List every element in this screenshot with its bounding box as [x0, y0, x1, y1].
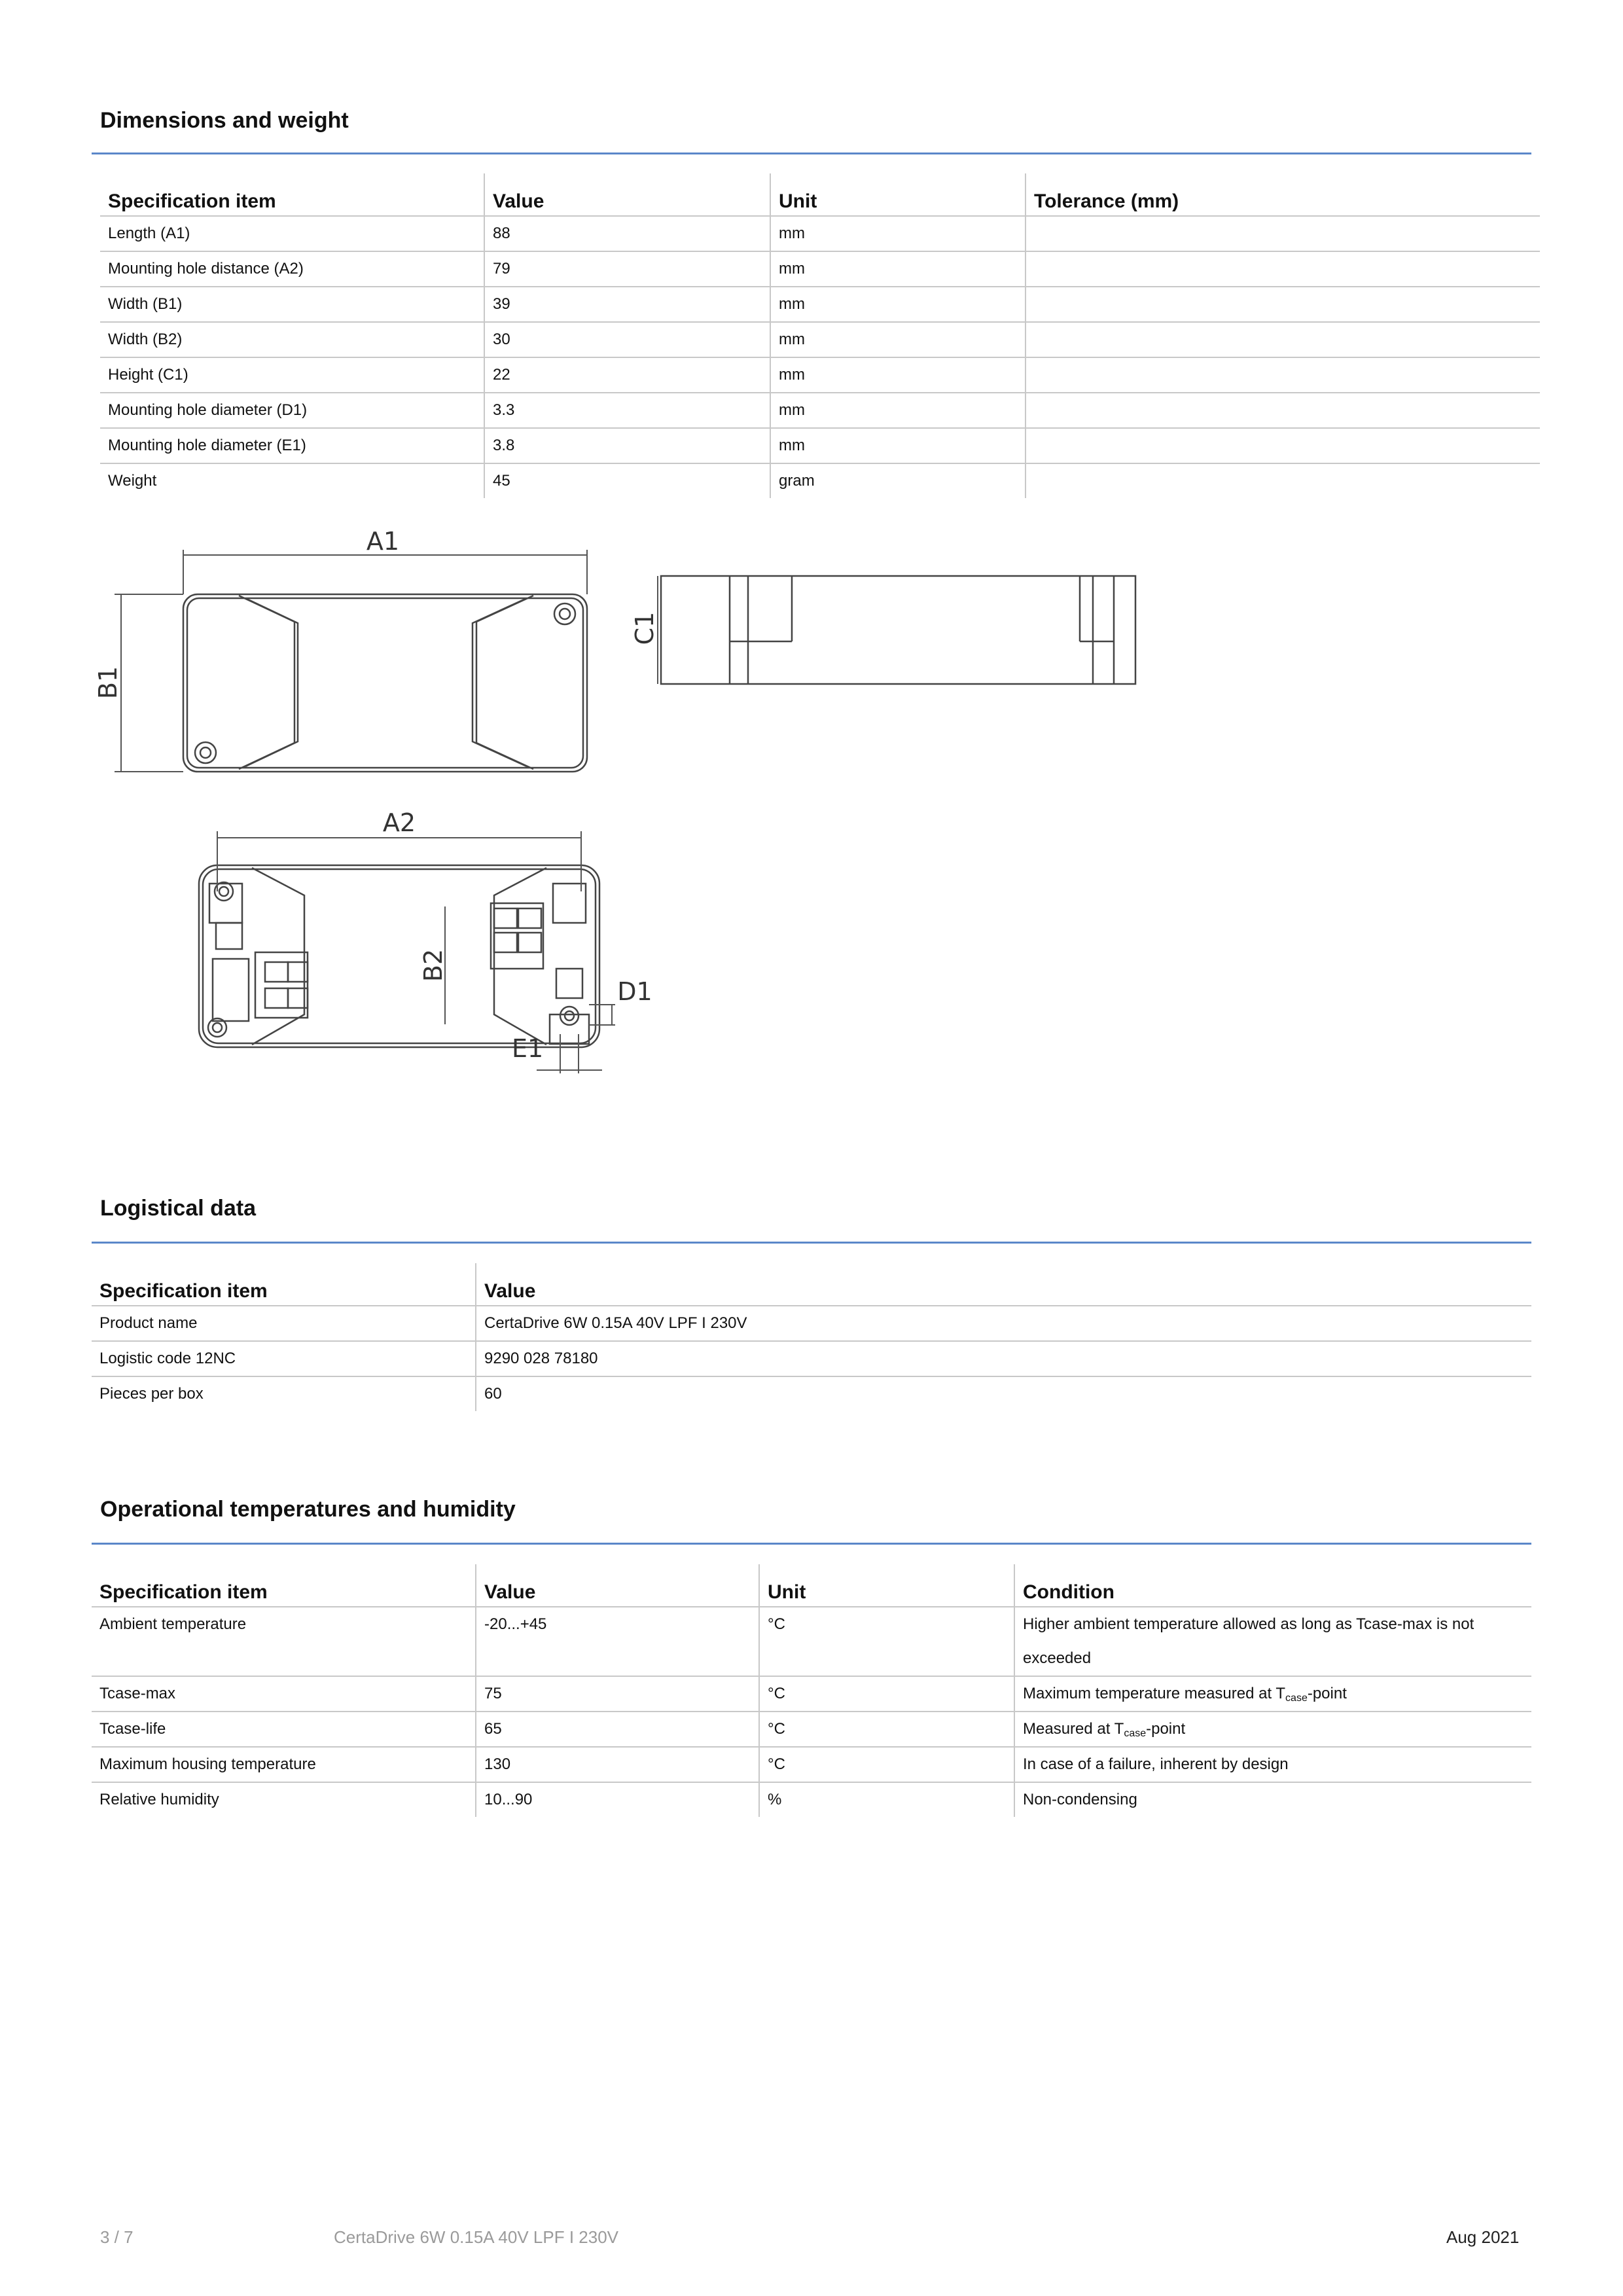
table-row — [100, 357, 1540, 393]
cell-unit: gram — [770, 463, 1026, 498]
cell-value: 30 — [484, 322, 770, 357]
top-view-drawing — [94, 524, 602, 785]
cell-condition: In case of a failure, inherent by design — [1014, 1747, 1531, 1782]
cell-value: 45 — [484, 463, 770, 498]
cell-unit: % — [759, 1782, 1014, 1817]
table-row — [92, 1376, 1531, 1411]
cell-tolerance — [1026, 428, 1540, 463]
cell-value: 3.3 — [484, 393, 770, 428]
cell-item: Pieces per box — [99, 1385, 204, 1403]
cell-value: 88 — [484, 216, 770, 251]
cell-value: 22 — [484, 357, 770, 393]
table-row — [92, 1341, 1531, 1376]
cell-item: Length (A1) — [100, 216, 484, 251]
header-unit: Unit — [759, 1564, 1014, 1607]
cell-value: 79 — [484, 251, 770, 287]
cell-item: Ambient temperature — [92, 1607, 476, 1676]
cell-item: Width (B2) — [100, 322, 484, 357]
cell-tolerance — [1026, 287, 1540, 322]
cell-tolerance — [1026, 393, 1540, 428]
header-spec-item: Specification item — [100, 173, 484, 216]
cell-item: Width (B1) — [100, 287, 484, 322]
dimensions-table — [100, 173, 1540, 498]
cell-unit: °C — [759, 1676, 1014, 1712]
label-a1: A1 — [366, 527, 400, 556]
cell-value: 130 — [476, 1747, 759, 1782]
cell-tolerance — [1026, 322, 1540, 357]
label-b2: B2 — [419, 948, 448, 982]
cell-tolerance — [1026, 357, 1540, 393]
operational-title: Operational temperatures and humidity — [100, 1497, 516, 1522]
cell-unit: °C — [759, 1747, 1014, 1782]
table-row — [100, 393, 1540, 428]
cell-item: Weight — [108, 472, 157, 490]
cell-unit: °C — [759, 1607, 1014, 1676]
cell-value: 9290 028 78180 — [476, 1341, 1531, 1376]
cell-unit: °C — [759, 1712, 1014, 1747]
cell-item: Height (C1) — [100, 357, 484, 393]
cell-condition: Measured at $T_{case}$-point — [1014, 1712, 1531, 1747]
cell-unit: mm — [770, 287, 1026, 322]
cell-item: Tcase-life — [92, 1712, 476, 1747]
table-row — [100, 216, 1540, 251]
side-view-drawing — [622, 563, 1145, 694]
cell-value: 3.8 — [484, 428, 770, 463]
cell-item: Product name — [92, 1306, 476, 1341]
cell-tolerance — [1026, 216, 1540, 251]
footer-date: Aug 2021 — [1446, 2227, 1520, 2247]
header-value: Value — [484, 173, 770, 216]
cell-unit: mm — [770, 357, 1026, 393]
table-row — [92, 1607, 1531, 1676]
header-unit: Unit — [770, 173, 1026, 216]
cell-value: CertaDrive 6W 0.15A 40V LPF I 230V — [476, 1306, 1531, 1341]
cell-value: 60 — [476, 1376, 1531, 1411]
table-row — [92, 1782, 1531, 1817]
cell-value: 39 — [484, 287, 770, 322]
header-condition: Condition — [1014, 1564, 1531, 1607]
section-divider — [92, 1543, 1531, 1545]
cell-tolerance — [1026, 251, 1540, 287]
cell-item: Maximum housing temperature — [92, 1747, 476, 1782]
bottom-view-drawing — [183, 805, 674, 1067]
section-divider — [92, 1242, 1531, 1244]
header-spec-item: Specification item — [92, 1263, 476, 1306]
logistical-table — [92, 1263, 1531, 1411]
table-row — [92, 1747, 1531, 1782]
cell-item: Mounting hole distance (A2) — [100, 251, 484, 287]
footer-page-number: 3 / 7 — [100, 2227, 134, 2247]
header-spec-item: Specification item — [92, 1564, 476, 1607]
table-header-row — [100, 173, 1540, 216]
cell-item: Mounting hole diameter (E1) — [100, 428, 484, 463]
cell-item: Tcase-max — [92, 1676, 476, 1712]
table-row — [100, 287, 1540, 322]
table-row — [100, 428, 1540, 463]
cell-unit: mm — [770, 322, 1026, 357]
table-row — [92, 1712, 1531, 1747]
cell-value: -20...+45 — [476, 1607, 759, 1676]
section-divider — [92, 152, 1531, 154]
cell-item: Mounting hole diameter (D1) — [100, 393, 484, 428]
cell-condition: Higher ambient temperature allowed as long as Tcase-max is not exceeded — [1014, 1607, 1531, 1676]
cell-unit: mm — [770, 428, 1026, 463]
header-value: Value — [476, 1564, 759, 1607]
cell-unit: mm — [770, 251, 1026, 287]
table-row — [100, 322, 1540, 357]
label-d1: D1 — [617, 977, 652, 1006]
footer-product-name: CertaDrive 6W 0.15A 40V LPF I 230V — [334, 2227, 618, 2247]
cell-condition: Non-condensing — [1014, 1782, 1531, 1817]
cell-unit: mm — [770, 393, 1026, 428]
header-value: Value — [476, 1263, 1531, 1306]
cell-item: Relative humidity — [99, 1791, 219, 1808]
table-row — [92, 1676, 1531, 1712]
table-row — [92, 1306, 1531, 1341]
cell-value: 75 — [476, 1676, 759, 1712]
table-row — [100, 463, 1540, 498]
cell-tolerance — [1026, 463, 1540, 498]
cell-condition: Maximum temperature measured at $T_{case}$-point — [1014, 1676, 1531, 1712]
table-row — [100, 251, 1540, 287]
cell-value: 10...90 — [476, 1782, 759, 1817]
cell-item: Logistic code 12NC — [92, 1341, 476, 1376]
table-header-row — [92, 1263, 1531, 1306]
operational-table — [92, 1564, 1531, 1817]
label-a2: A2 — [382, 808, 416, 837]
table-header-row — [92, 1564, 1531, 1607]
logistical-title: Logistical data — [100, 1196, 257, 1221]
cell-unit: mm — [770, 216, 1026, 251]
label-e1: E1 — [512, 1034, 544, 1063]
header-tolerance: Tolerance (mm) — [1026, 173, 1540, 216]
label-b1: B1 — [94, 666, 122, 700]
cell-value: 65 — [476, 1712, 759, 1747]
label-c1: C1 — [630, 611, 659, 645]
dimensions-title: Dimensions and weight — [100, 108, 349, 133]
